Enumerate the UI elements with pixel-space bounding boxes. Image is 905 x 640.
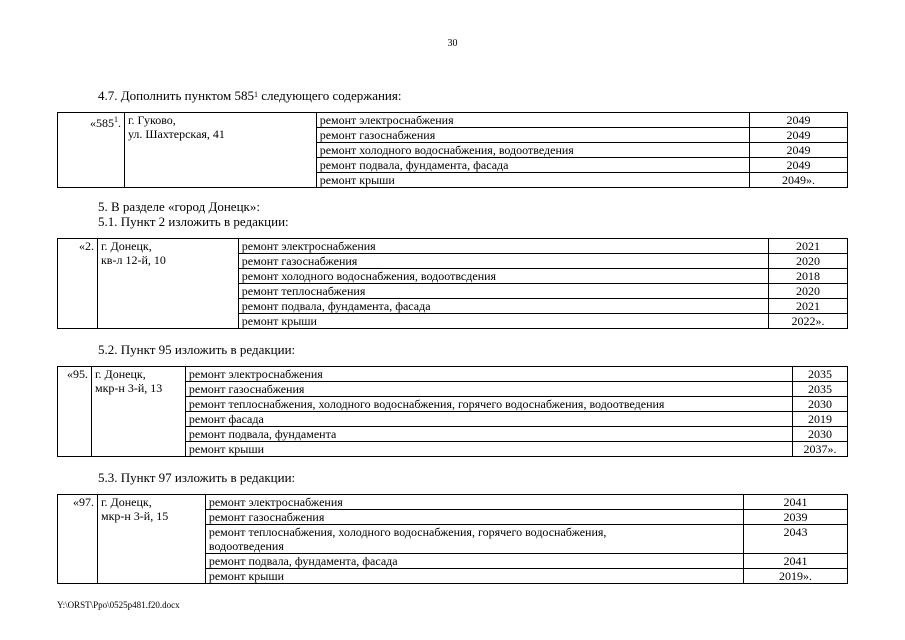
work-cell: ремонт теплоснабжения <box>238 284 768 299</box>
year-cell: 2030 <box>793 427 848 442</box>
year-cell: 2019». <box>744 569 848 584</box>
table-item-95 <box>57 366 848 457</box>
work-cell: ремонт крыши <box>238 314 768 329</box>
year-cell: 2020 <box>769 284 848 299</box>
table-row <box>58 239 848 254</box>
work-cell: ремонт крыши <box>316 173 749 188</box>
work-cell: ремонт газоснабжения <box>238 254 768 269</box>
table-row <box>58 367 848 382</box>
work-cell: ремонт фасада <box>185 412 792 427</box>
work-cell: ремонт крыши <box>185 442 792 457</box>
address-cell: г. Донецк, кв-л 12-й, 10 <box>97 239 238 329</box>
year-cell: 2039 <box>744 510 848 525</box>
work-cell: ремонт теплоснабжения, холодного водоснабжения, горячего водоснабжения, водоотведения <box>205 525 743 554</box>
work-cell: ремонт подвала, фундамента, фасада <box>238 299 768 314</box>
work-cell: ремонт подвала, фундамента, фасада <box>205 554 743 569</box>
table-585-1 <box>57 112 848 188</box>
heading-4-7: 4.7. Дополнить пунктом $585^1$ следующего содержания: <box>98 88 402 103</box>
table-item-97 <box>57 494 848 584</box>
address-cell: г. Донецк, мкр-н 3-й, 15 <box>97 495 205 584</box>
year-cell: 2022». <box>769 314 848 329</box>
work-cell: ремонт электроснабжения <box>316 113 749 128</box>
address-cell: г. Гуково, ул. Шахтерская, 41 <box>124 113 316 188</box>
year-cell: 2035 <box>793 382 848 397</box>
year-cell: 2021 <box>769 239 848 254</box>
year-cell: 2030 <box>793 397 848 412</box>
work-cell: ремонт электроснабжения <box>205 495 743 510</box>
footer-file-path: Y:\ORST\Ppo\0525p481.f20.docx <box>57 600 180 610</box>
section-5-2-heading: 5.2. Пункт 95 изложить в редакции: <box>98 342 296 357</box>
work-cell: ремонт крыши <box>205 569 743 584</box>
section-5-3-heading: 5.3. Пункт 97 изложить в редакции: <box>98 470 296 485</box>
address-cell: г. Донецк, мкр-н 3-й, 13 <box>91 367 185 457</box>
section-5-1-heading: 5.1. Пункт 2 изложить в редакции: <box>98 214 289 229</box>
work-cell: ремонт холодного водоснабжения, водоотвсдения <box>238 269 768 284</box>
work-cell: ремонт холодного водоснабжения, водоотведения <box>316 143 749 158</box>
work-cell: ремонт теплоснабжения, холодного водоснабжения, горячего водоснабжения, водоотведения <box>185 397 792 412</box>
work-cell: ремонт электроснабжения <box>238 239 768 254</box>
year-cell: 2049». <box>750 173 848 188</box>
year-cell: 2049 <box>750 143 848 158</box>
year-cell: 2018 <box>769 269 848 284</box>
year-cell: 2019 <box>793 412 848 427</box>
work-cell: ремонт газоснабжения <box>185 382 792 397</box>
year-cell: 2043 <box>744 525 848 554</box>
year-cell: 2041 <box>744 554 848 569</box>
item-number: «$585^1$. <box>58 113 125 188</box>
work-cell: ремонт газоснабжения <box>205 510 743 525</box>
item-number: «2. <box>58 239 98 329</box>
page-number: 30 <box>447 38 458 49</box>
year-cell: 2020 <box>769 254 848 269</box>
table-item-2 <box>57 238 848 329</box>
table-row <box>58 495 848 510</box>
year-cell: 2049 <box>750 113 848 128</box>
work-cell: ремонт электроснабжения <box>185 367 792 382</box>
item-number: «97. <box>58 495 98 584</box>
year-cell: 2041 <box>744 495 848 510</box>
table-row <box>58 113 848 128</box>
work-cell: ремонт газоснабжения <box>316 128 749 143</box>
work-cell: ремонт подвала, фундамента <box>185 427 792 442</box>
year-cell: 2049 <box>750 128 848 143</box>
year-cell: 2049 <box>750 158 848 173</box>
year-cell: 2021 <box>769 299 848 314</box>
work-cell: ремонт подвала, фундамента, фасада <box>316 158 749 173</box>
item-number: «95. <box>58 367 92 457</box>
section-5-line1: 5. В разделе «город Донецк»: <box>98 199 260 214</box>
year-cell: 2035 <box>793 367 848 382</box>
year-cell: 2037». <box>793 442 848 457</box>
